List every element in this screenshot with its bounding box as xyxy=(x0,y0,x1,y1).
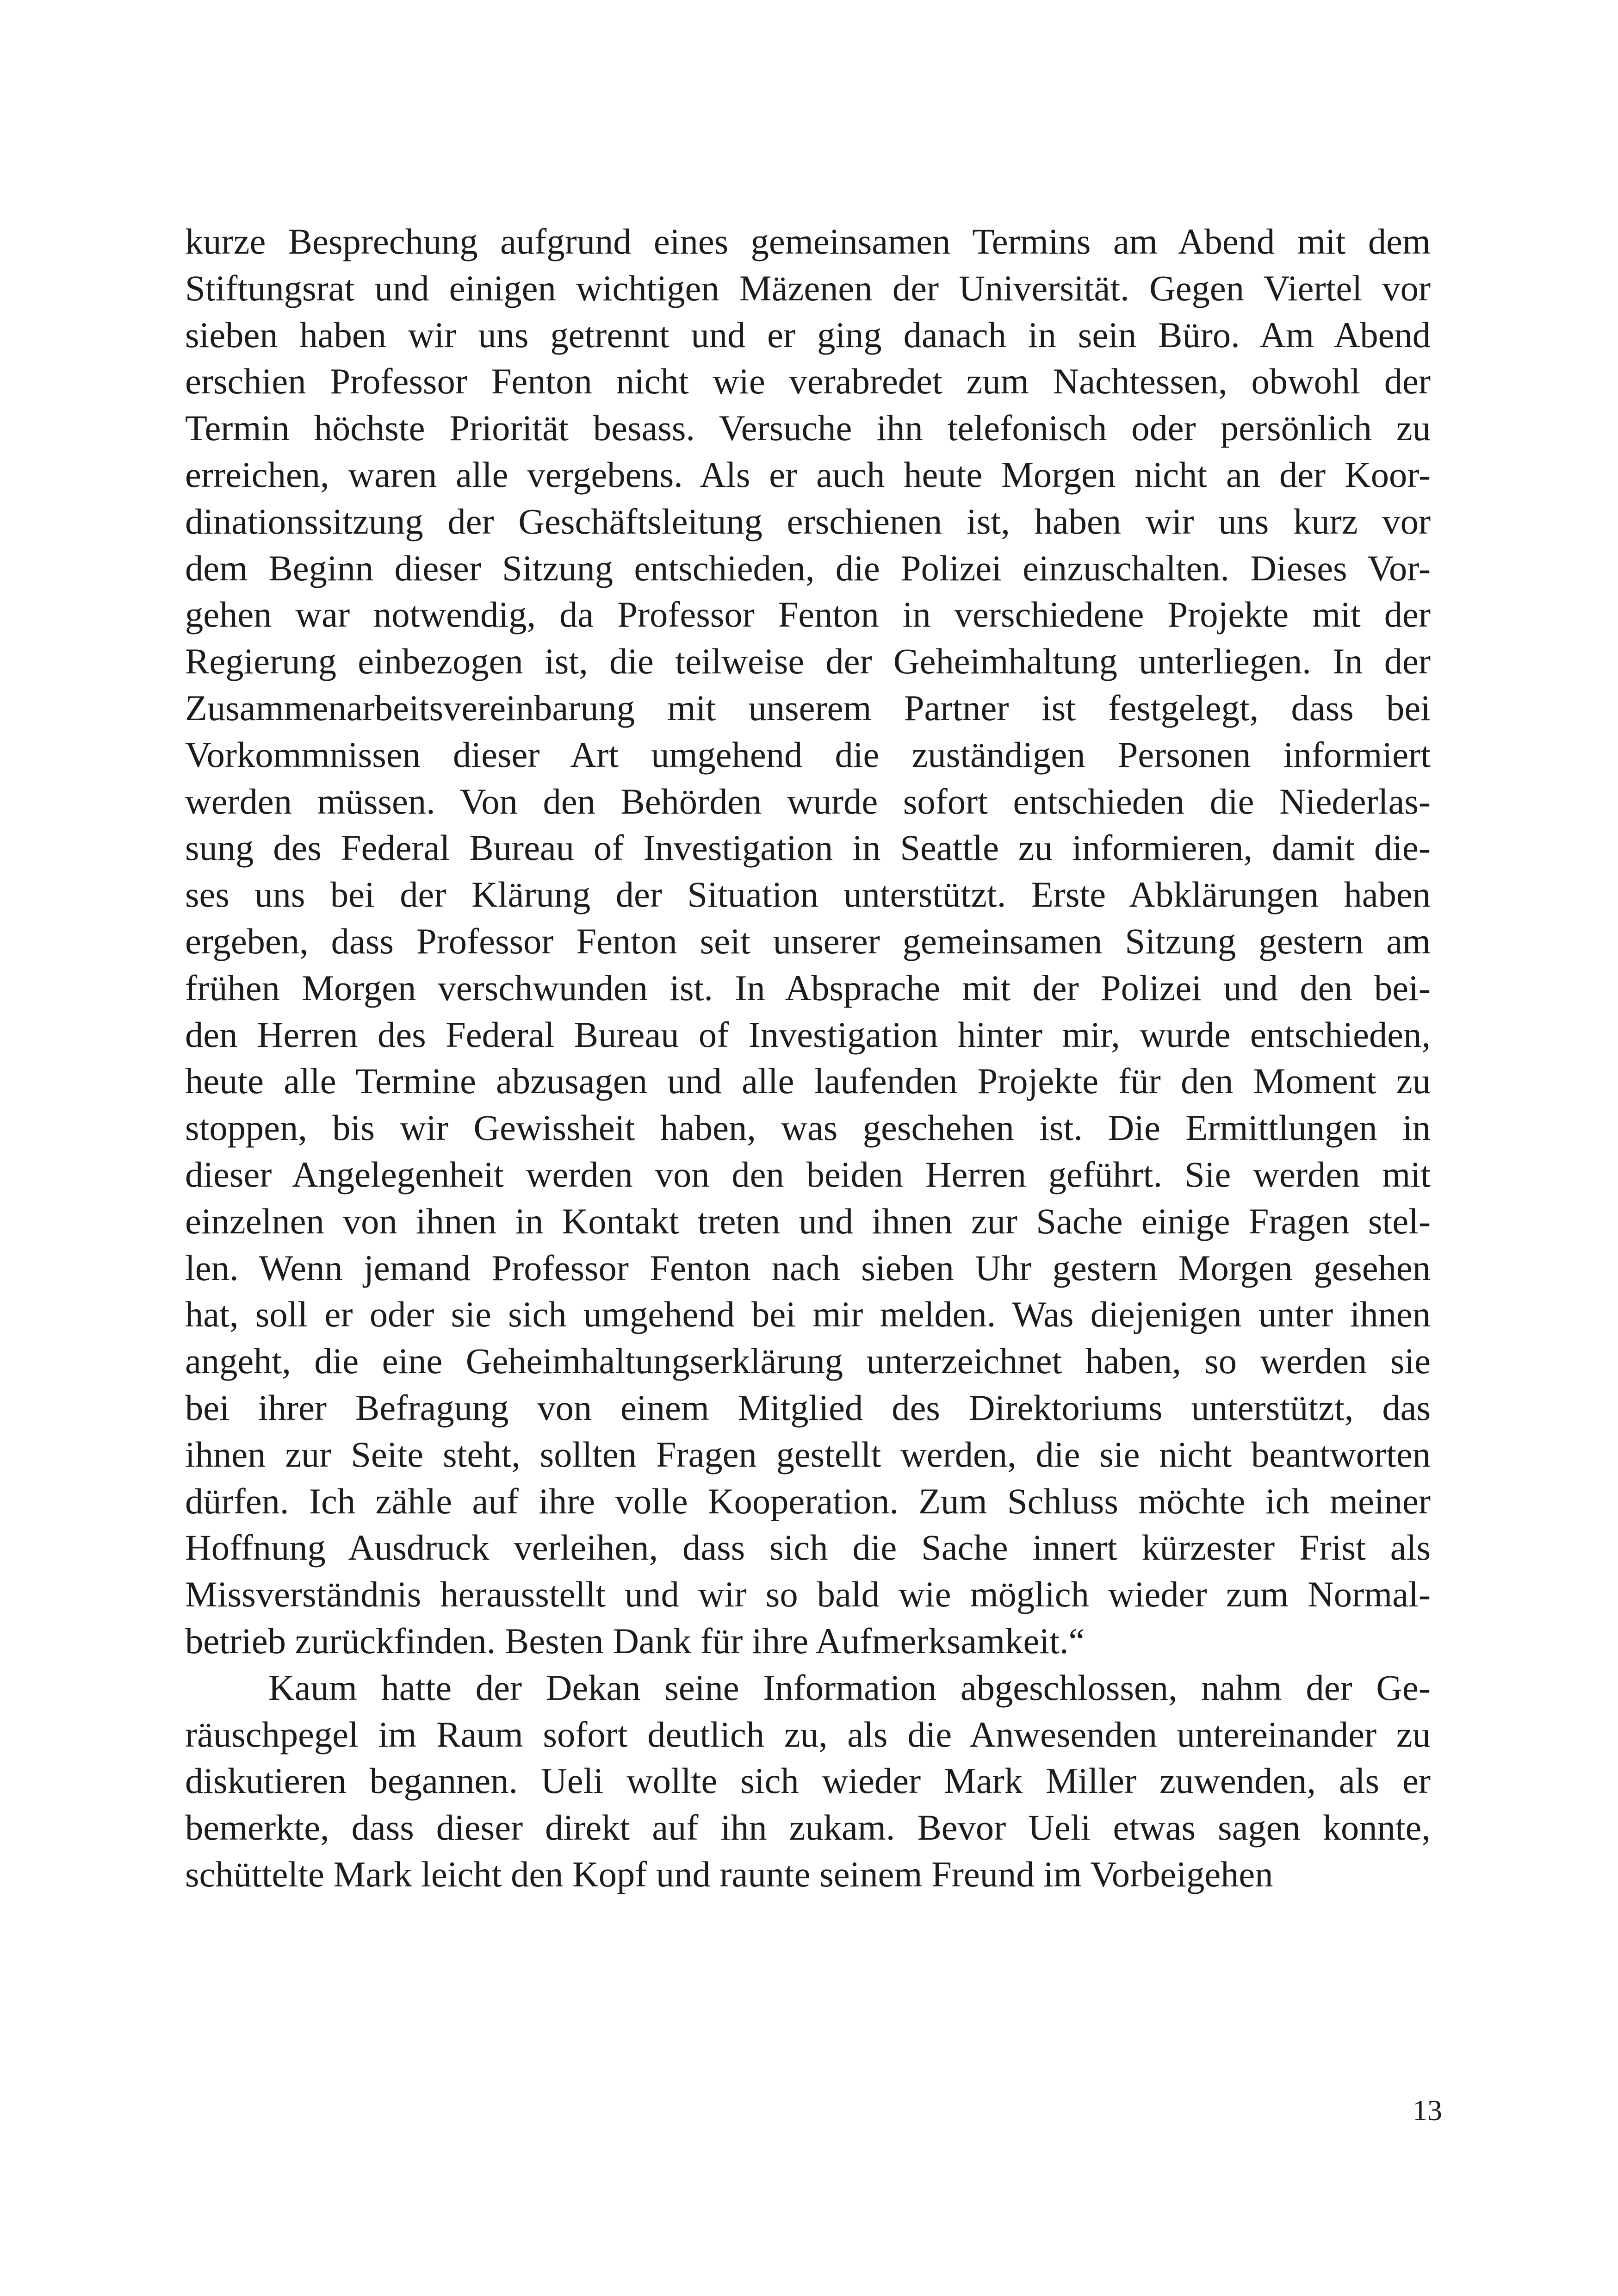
text-line: dinationssitzung der Geschäftsleitung erschienen ist, haben wir uns kurz vor xyxy=(185,501,1431,541)
page-number: 13 xyxy=(1413,2094,1442,2127)
text-line: gehen war notwendig, da Professor Fenton in verschiedene Projekte mit der xyxy=(185,594,1431,635)
text-line: heute alle Termine abzusagen und alle laufenden Projekte für den Moment zu xyxy=(185,1061,1431,1101)
text-line: Hoffnung Ausdruck verleihen, dass sich die Sache innert kürzester Frist als xyxy=(185,1527,1431,1568)
text-line: Termin höchste Priorität besass. Versuche ihn telefonisch oder persönlich zu xyxy=(185,408,1431,448)
text-line: stoppen, bis wir Gewissheit haben, was geschehen ist. Die Ermittlungen in xyxy=(185,1108,1431,1148)
text-line: den Herren des Federal Bureau of Investigation hinter mir, wurde entschieden, xyxy=(185,1014,1431,1055)
text-line: einzelnen von ihnen in Kontakt treten und ihnen zur Sache einige Fragen stel- xyxy=(185,1201,1431,1241)
text-line: bemerkte, dass dieser direkt auf ihn zukam. Bevor Ueli etwas sagen konnte, xyxy=(185,1807,1431,1848)
text-line: dürfen. Ich zähle auf ihre volle Kooperation. Zum Schluss möchte ich meiner xyxy=(185,1481,1431,1521)
body-text xyxy=(185,218,1431,1898)
text-line: ses uns bei der Klärung der Situation unterstützt. Erste Abklärungen haben xyxy=(185,874,1431,915)
text-line: kurze Besprechung aufgrund eines gemeinsamen Termins am Abend mit dem xyxy=(185,221,1431,261)
text-line: diskutieren begannen. Ueli wollte sich wieder Mark Miller zuwenden, als er xyxy=(185,1761,1431,1801)
paragraph xyxy=(185,1665,1431,1898)
text-line: Missverständnis herausstellt und wir so bald wie möglich wieder zum Normal- xyxy=(185,1574,1431,1615)
text-line: schüttelte Mark leicht den Kopf und raunte seinem Freund im Vorbeigehen xyxy=(185,1854,1273,1894)
text-line: bei ihrer Befragung von einem Mitglied des Direktoriums unterstützt, das xyxy=(185,1387,1431,1428)
text-line: räuschpegel im Raum sofort deutlich zu, als die Anwesenden untereinander zu xyxy=(185,1714,1431,1755)
text-line: ihnen zur Seite steht, sollten Fragen gestellt werden, die sie nicht beantworten xyxy=(185,1434,1431,1475)
text-line: erschien Professor Fenton nicht wie verabredet zum Nachtessen, obwohl der xyxy=(185,361,1431,402)
text-line: sung des Federal Bureau of Investigation in Seattle zu informieren, damit die- xyxy=(185,828,1431,868)
paragraph xyxy=(185,218,1431,1665)
text-line: sieben haben wir uns getrennt und er ging danach in sein Büro. Am Abend xyxy=(185,314,1431,355)
text-line: hat, soll er oder sie sich umgehend bei mir melden. Was diejenigen unter ihnen xyxy=(185,1294,1431,1335)
text-line: betrieb zurückfinden. Besten Dank für ihre Aufmerksamkeit.“ xyxy=(185,1620,1085,1661)
text-line: angeht, die eine Geheimhaltungserklärung unterzeichnet haben, so werden sie xyxy=(185,1341,1431,1381)
text-line: frühen Morgen verschwunden ist. In Absprache mit der Polizei und den bei- xyxy=(185,967,1431,1008)
text-line: Stiftungsrat und einigen wichtigen Mäzenen der Universität. Gegen Viertel vor xyxy=(185,268,1431,308)
text-line: erreichen, waren alle vergebens. Als er auch heute Morgen nicht an der Koor- xyxy=(185,454,1431,495)
text-line: Zusammenarbeitsvereinbarung mit unserem Partner ist festgelegt, dass bei xyxy=(185,687,1431,728)
text-line: Vorkommnissen dieser Art umgehend die zuständigen Personen informiert xyxy=(185,734,1431,775)
text-line: ergeben, dass Professor Fenton seit unserer gemeinsamen Sitzung gestern am xyxy=(185,921,1431,961)
text-line: werden müssen. Von den Behörden wurde sofort entschieden die Niederlas- xyxy=(185,781,1431,821)
text-line: Regierung einbezogen ist, die teilweise der Geheimhaltung unterliegen. In der xyxy=(185,641,1431,682)
text-line: Kaum hatte der Dekan seine Information abgeschlossen, nahm der Ge- xyxy=(268,1667,1431,1708)
text-line: len. Wenn jemand Professor Fenton nach sieben Uhr gestern Morgen gesehen xyxy=(185,1247,1431,1288)
text-line: dieser Angelegenheit werden von den beiden Herren geführt. Sie werden mit xyxy=(185,1154,1431,1195)
text-line: dem Beginn dieser Sitzung entschieden, die Polizei einzuschalten. Dieses Vor- xyxy=(185,548,1431,588)
